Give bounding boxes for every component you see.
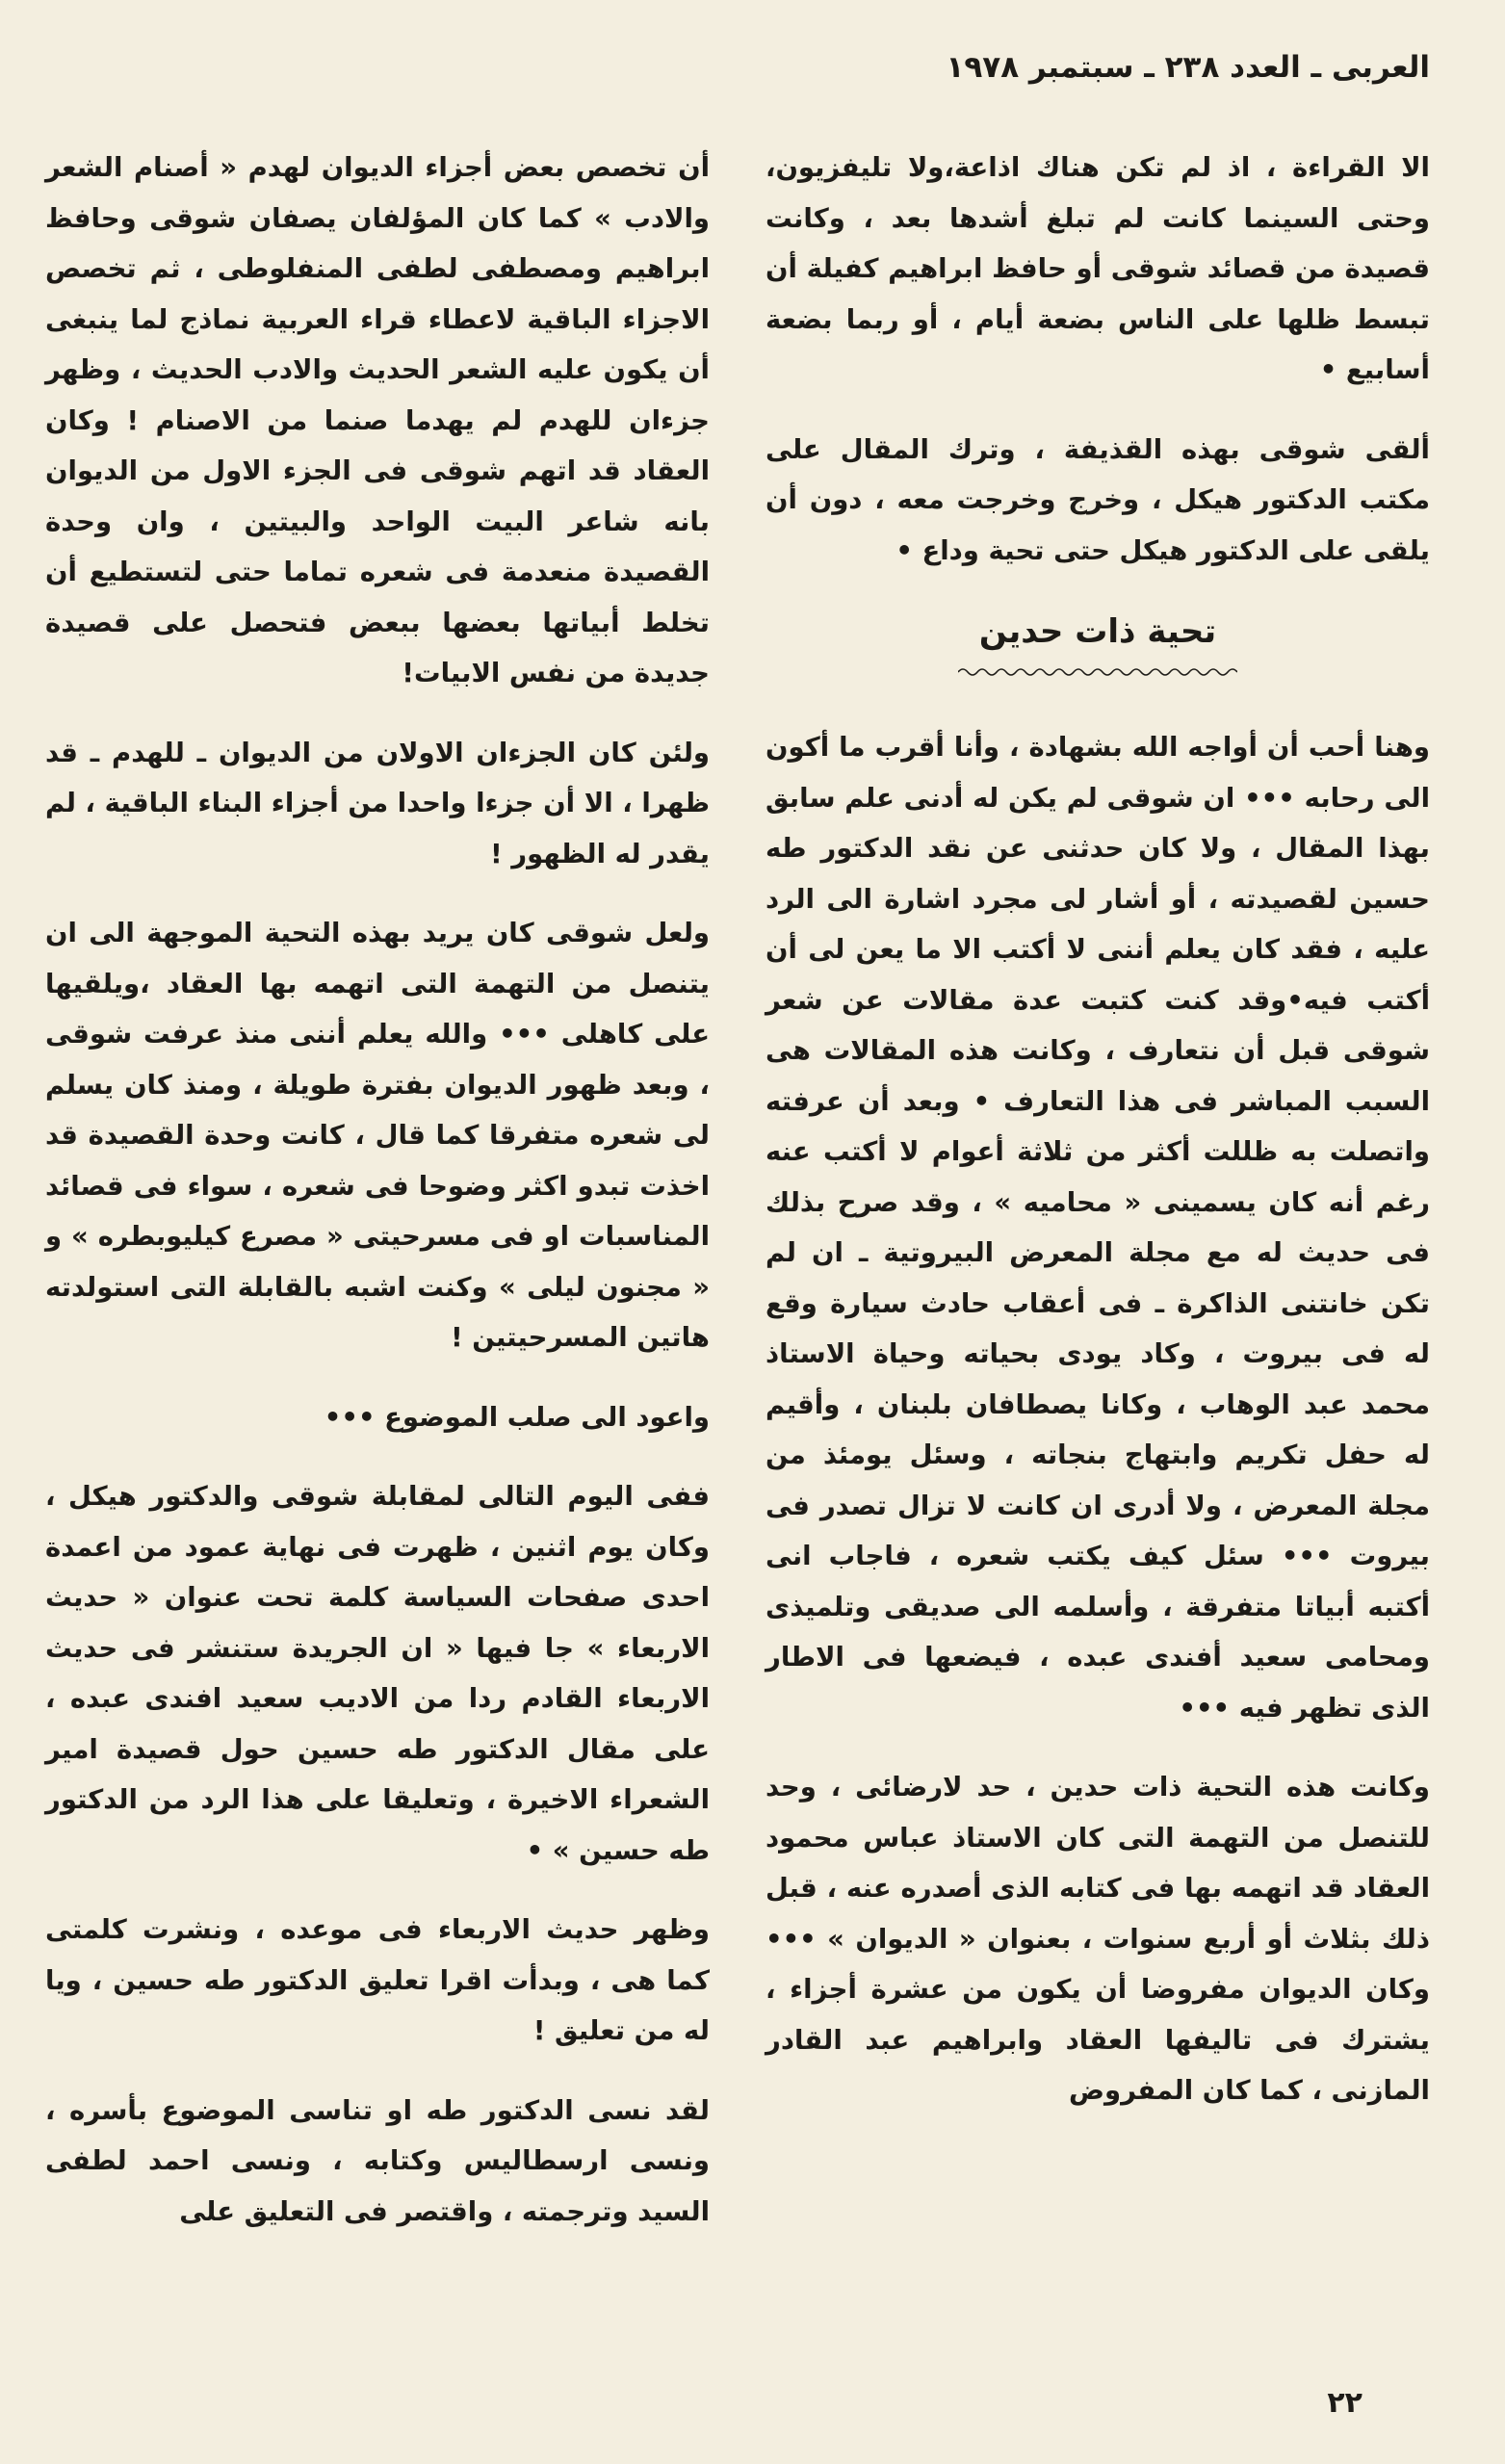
running-header: العربى ـ العدد ٢٣٨ ـ سبتمبر ١٩٧٨ [946,50,1430,85]
left-column [45,143,710,2266]
paragraph: ففى اليوم التالى لمقابلة شوقى والدكتور هيكل ، وكان يوم اثنين ، ظهرت فى نهاية عمود من اعمدة احدى صفحات السياسة كلمة تحت عنوان « حديث الاربعاء » جا فيها « ان الجريدة ستنشر فى حديث الاربعاء القادم ردا من الاديب سعيد افندى عبده ، على مقال الدكتور طه حسين حول قصيدة امير الشعراء الاخيرة ، وتعليقا على هذا الرد من الدكتور طه حسين » • [45,1481,710,1866]
right-column [765,143,1430,2145]
wavy-underline-ornament [958,664,1237,680]
paragraph: ولعل شوقى كان يريد بهذه التحية الموجهة الى ان يتنصل من التهمة التى اتهمه بها العقاد ،ويلقيها على كاهلى ••• والله يعلم أننى منذ عرفت شوقى ، وبعد ظهور الديوان بفترة طويلة ، ومنذ كان يسلم لى شعره متفرقا كما قال ، كانت وحدة القصيدة قد اخذت تبدو اكثر وضوحا فى شعره ، سواء فى قصائد المناسبات او فى مسرحيتى « مصرع كيليوبطره » و « مجنون ليلى » وكنت اشبه بالقابلة التى استولدته هاتين المسرحيتين ! [45,918,710,1353]
paragraph: واعود الى صلب الموضوع ••• [324,1401,710,1433]
paragraph: وكانت هذه التحية ذات حدين ، حد لارضائى ، وحد للتنصل من التهمة التى كان الاستاذ عباس محمود العقاد قد اتهمه بها فى كتابه الذى أصدره عنه ، قبل ذلك بثلاث أو أربع سنوات ، بعنوان « الديوان » ••• وكان الديوان مفروضا أن يكون من عشرة أجزاء ، يشترك فى تاليفها العقاد وابراهيم عبد القادر المازنى ، كما كان المفروض [765,1772,1430,2106]
paragraph: أن تخصص بعض أجزاء الديوان لهدم « أصنام الشعر والادب » كما كان المؤلفان يصفان شوقى وحافظ ابراهيم ومصطفى لطفى المنفلوطى ، ثم تخصص الاجزاء الباقية لاعطاء قراء العربية نماذج لما ينبغى أن يكون عليه الشعر الحديث والادب الحديث ، وظهر جزءان للهدم لم يهدما صنما من الاصنام ! وكان العقاد قد اتهم شوقى فى الجزء الاول من الديوان بانه شاعر البيت الواحد والبيتين ، وان وحدة القصيدة منعدمة فى شعره تماما حتى لتستطيع أن تخلط أبياتها بعضها ببعض فتحصل على قصيدة جديدة من نفس الابيات! [45,152,710,688]
page-number: ٢٢ [1327,2386,1362,2420]
paragraph: لقد نسى الدكتور طه او تناسى الموضوع بأسره ، ونسى ارسطاليس وكتابه ، ونسى احمد لطفى السيد وترجمته ، واقتصر فى التعليق على [45,2094,710,2227]
paragraph: الا القراءة ، اذ لم تكن هناك اذاعة،ولا تليفزيون، وحتى السينما كانت لم تبلغ أشدها بعد ، وكانت قصيدة من قصائد شوقى أو حافظ ابراهيم كفيلة أن تبسط ظلها على الناس بضعة أيام ، أو ربما بضعة أسابيع • [765,152,1430,385]
section-heading: تحية ذات حدين [978,612,1217,651]
section-heading-block [765,605,1430,680]
paragraph: ألقى شوقى بهذه القذيفة ، وترك المقال على مكتب الدكتور هيكل ، وخرج وخرجت معه ، دون أن يلقى على الدكتور هيكل حتى تحية وداع • [765,433,1430,566]
paragraph: وهنا أحب أن أواجه الله بشهادة ، وأنا أقرب ما أكون الى رحابه ••• ان شوقى لم يكن له أدنى علم سابق بهذا المقال ، ولا كان حدثنى عن نقد الدكتور طه حسين لقصيدته ، أو أشار لى مجرد اشارة الى الرد عليه ، فقد كان يعلم أننى لا أكتب الا ما يعن لى أن أكتب فيه•وقد كنت كتبت عدة مقالات عن شعر شوقى قبل أن نتعارف ، وكانت هذه المقالات هى السبب المباشر فى هذا التعارف • وبعد أن عرفته واتصلت به ظللت أكثر من ثلاثة أعوام لا أكتب عنه رغم أنه كان يسمينى « محاميه » ، وقد صرح بذلك فى حديث له مع مجلة المعرض البيروتية ـ ان لم تكن خانتنى الذاكرة ـ فى أعقاب حادث سيارة وقع له فى بيروت ، وكاد يودى بحياته وحياة الاستاذ محمد عبد الوهاب ، وكانا يصطافان بلبنان ، وأقيم له حفل تكريم وابتهاج بنجاته ، وسئل يومئذ من مجلة المعرض ، ولا أدرى ان كانت لا تزال تصدر فى بيروت ••• سئل كيف يكتب شعره ، فاجاب انى أكتبه أبياتا متفرقة ، وأسلمه الى صديقى وتلميذى ومحامى سعيد أفندى عبده ، فيضعها فى الاطار الذى تظهر فيه ••• [765,732,1430,1724]
paragraph: وظهر حديث الاربعاء فى موعده ، ونشرت كلمتى كما هى ، وبدأت اقرا تعليق الدكتور طه حسين ، ويا له من تعليق ! [45,1914,710,2046]
paragraph: ولئن كان الجزءان الاولان من الديوان ـ للهدم ـ قد ظهرا ، الا أن جزءا واحدا من أجزاء البناء الباقية ، لم يقدر له الظهور ! [45,737,710,869]
